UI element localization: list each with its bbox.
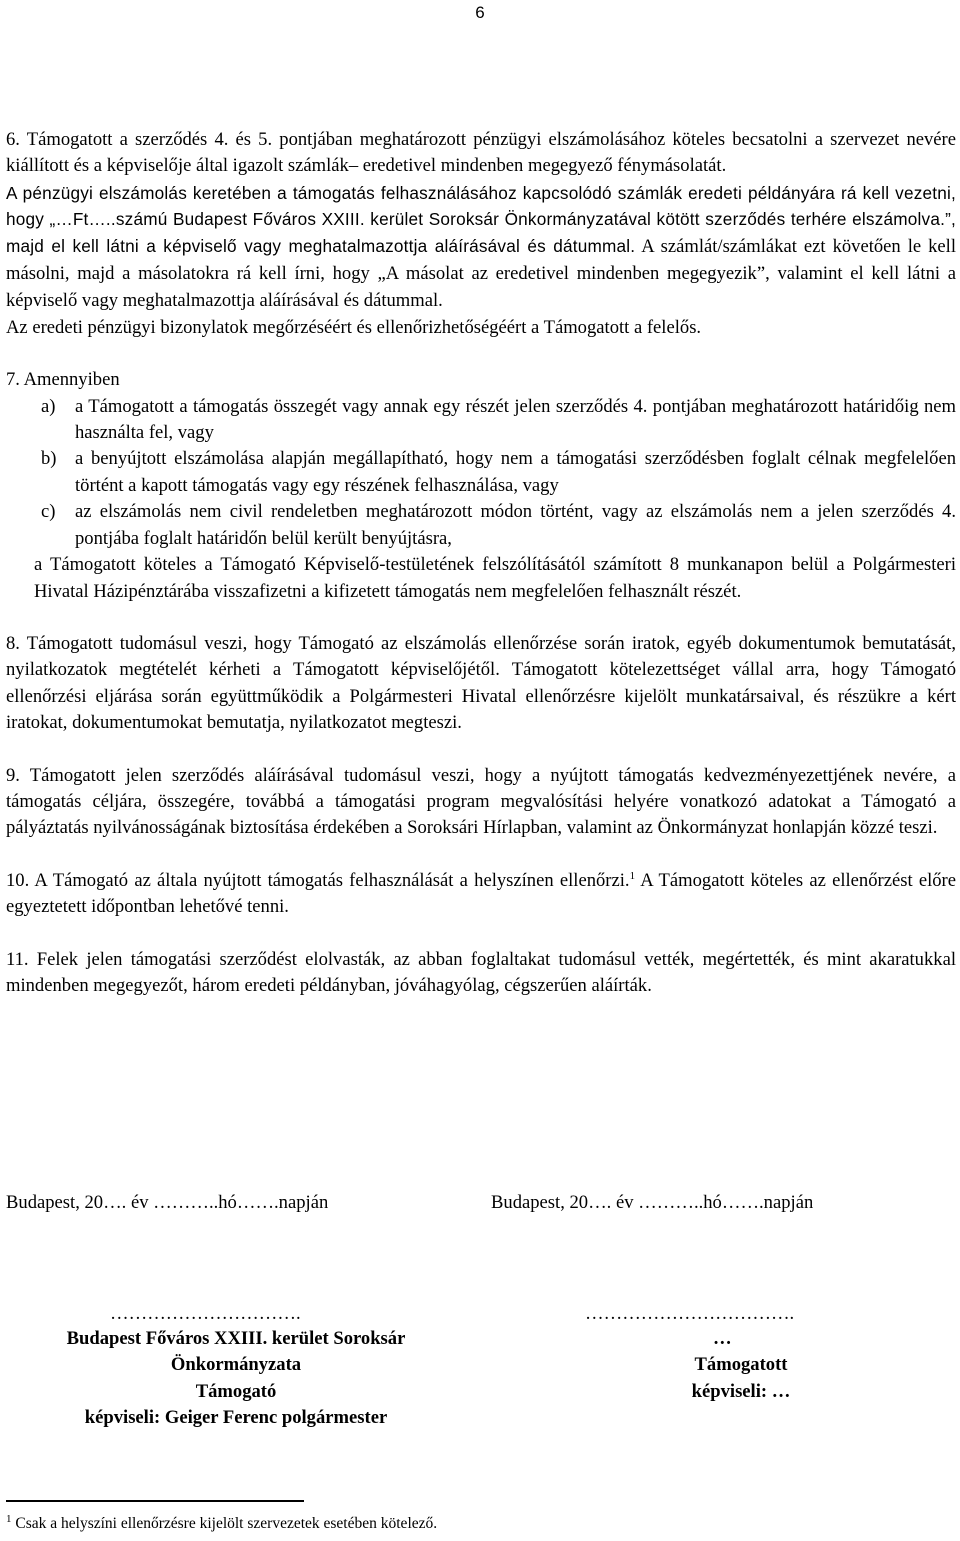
date-left: Budapest, 20…. év ………..hó…….napján — [6, 1192, 329, 1213]
section-6-responsibility: Az eredeti pénzügyi bizonylatok megőrzéséért és ellenőrizhetőségéért a Támogatott a felelős. — [6, 316, 702, 338]
list-item-text: a Támogatott a támogatás összegét vagy annak egy részét jelen szerződés 4. pontjában meghatározott határidőig nem használta fel, vagy — [75, 395, 956, 444]
spacer — [6, 605, 956, 631]
section-6-sans-paragraph — [6, 180, 956, 315]
supporter-name-line1: Budapest Főváros XXIII. kerület Soroksár — [66, 1328, 406, 1349]
signature-line-left: …………………………. — [110, 1303, 301, 1324]
footnote — [6, 1514, 437, 1534]
document-body — [6, 127, 956, 999]
section-7-list — [6, 394, 956, 552]
section-9: 9. Támogatott jelen szerződés aláírásával tudomásul veszi, hogy a nyújtott támogatás kedvezményezettjének nevére, a támogatás céljára, összegére, továbbá a támogatási program megvalósítási helyére vonatkozó adatokat a Támogató a pályáztatás nyilvánosságának biztosítása érdekében a Soroksári Hírlapban, valamint az Önkormányzat honlapján közzé teszi. — [6, 764, 956, 839]
section-7-intro: 7. Amennyiben — [6, 369, 120, 391]
page-number: 6 — [475, 3, 485, 22]
section-6 — [6, 127, 956, 341]
spacer — [6, 341, 956, 367]
section-10 — [6, 868, 956, 921]
section-10-text-end: A Támogatott köteles az ellenőrzést előre egyeztetett időpontban lehetővé tenni. — [6, 869, 957, 918]
list-item — [6, 499, 956, 552]
list-item-text: a benyújtott elszámolása alapján megállapítható, hogy nem a támogatási szerződésben foglalt célnak megfelelően történt a kapott támogatás vagy egy részének felhasználása, vagy — [75, 448, 956, 496]
spacer — [6, 842, 956, 868]
supporter-role: Támogató — [195, 1380, 277, 1402]
supporter-representative: képviseli: Geiger Ferenc polgármester — [84, 1407, 388, 1429]
supported-name-placeholder: … — [713, 1328, 732, 1349]
section-7 — [6, 367, 956, 605]
date-line — [0, 1190, 960, 1218]
signature-line-right: ……………………………. — [585, 1303, 795, 1324]
list-marker: b) — [41, 448, 57, 470]
section-8: 8. Támogatott tudomásul veszi, hogy Támogató az elszámolás ellenőrzése során iratok, egyéb dokumentumok bemutatását, nyilatkozatok megtételét kérheti a Támogatott képviselőjétől. Támogatott kötelezettséget vállal arra, hogy Támogató ellenőrzési eljárása során együttműködik a Polgármesteri Hivatal ellenőrzésre kijelölt munkatársaival, és részükre a kért iratokat, dokumentumokat bemutatja, nyilatkozatot megteszi. — [6, 632, 956, 734]
section-6-copy-instruction: A számlát/számlákat ezt követően le kell másolni, majd a másolatokra rá kell írni, hogy „A másolat az eredetivel mindenben megegyezik”, valamint el kell látni a képviselő vagy meghatalmazottja aláírásával és dátummal. — [6, 235, 957, 312]
footnote-reference: 1 — [629, 869, 636, 882]
list-item-text: az elszámolás nem civil rendeletben meghatározott módon történt, vagy az elszámolás nem a jelen szerződés 4. pontjába foglalt határidőn belül került benyújtásra, — [75, 501, 956, 549]
footnote-text: Csak a helyszíni ellenőrzésre kijelölt szervezetek esetében kötelező. — [11, 1515, 438, 1532]
supported-representative: képviseli: … — [691, 1380, 791, 1402]
list-item — [6, 394, 956, 447]
supporter-name-line2: Önkormányzata — [170, 1354, 302, 1376]
spacer — [6, 737, 956, 763]
list-item — [6, 446, 956, 499]
signature-block-supporter — [6, 1326, 466, 1432]
footnote-separator — [6, 1500, 304, 1502]
footnote-number: 1 — [6, 1512, 12, 1525]
section-6-note: A pénzügyi elszámolás keretében a támogatás felhasználásához kapcsolódó számlák eredeti példányára rá kell vezetni, hogy „…Ft…..számú Budapest Főváros XXIII. kerület Soroksár Önkormányzatával kötött szerződés terhére elszámolva. — [6, 182, 956, 230]
section-10-text: 10. A Támogató az általa nyújtott támogatás felhasználását a helyszínen ellenőrzi. — [6, 869, 630, 891]
list-marker: c) — [41, 501, 56, 523]
section-11: 11. Felek jelen támogatási szerződést elolvasták, az abban foglaltakat tudomásul vették, megértették, és mint akaratukkal mindenben megegyezőt, három eredeti példányban, jóváhagyólag, cégszerűen aláírták. — [6, 948, 956, 996]
signature-block-supported — [621, 1326, 861, 1405]
date-right: Budapest, 20…. év ………..hó…….napján — [491, 1192, 814, 1213]
section-6-note-end: ”, majd el kell látni a képviselő vagy meghatalmazottja aláírásával és dátummal. — [6, 209, 956, 256]
list-marker: a) — [41, 395, 56, 417]
spacer — [6, 921, 956, 947]
section-6-paragraph: 6. Támogatott a szerződés 4. és 5. pontjában meghatározott pénzügyi elszámolásához köteles becsatolni a szervezet nevére kiállított és a képviselője által igazolt számlák– eredetivel mindenben megegyező fénymásolatát. — [6, 129, 956, 177]
supported-role: Támogatott — [694, 1354, 788, 1376]
section-7-outro: a Támogatott köteles a Támogató Képviselő-testületének felszólításától számított 8 munkanapon belül a Polgármesteri Hivatal Házipénztárába visszafizetni a kifizetett támogatás nem megfelelően felhasznált részét. — [34, 554, 956, 602]
